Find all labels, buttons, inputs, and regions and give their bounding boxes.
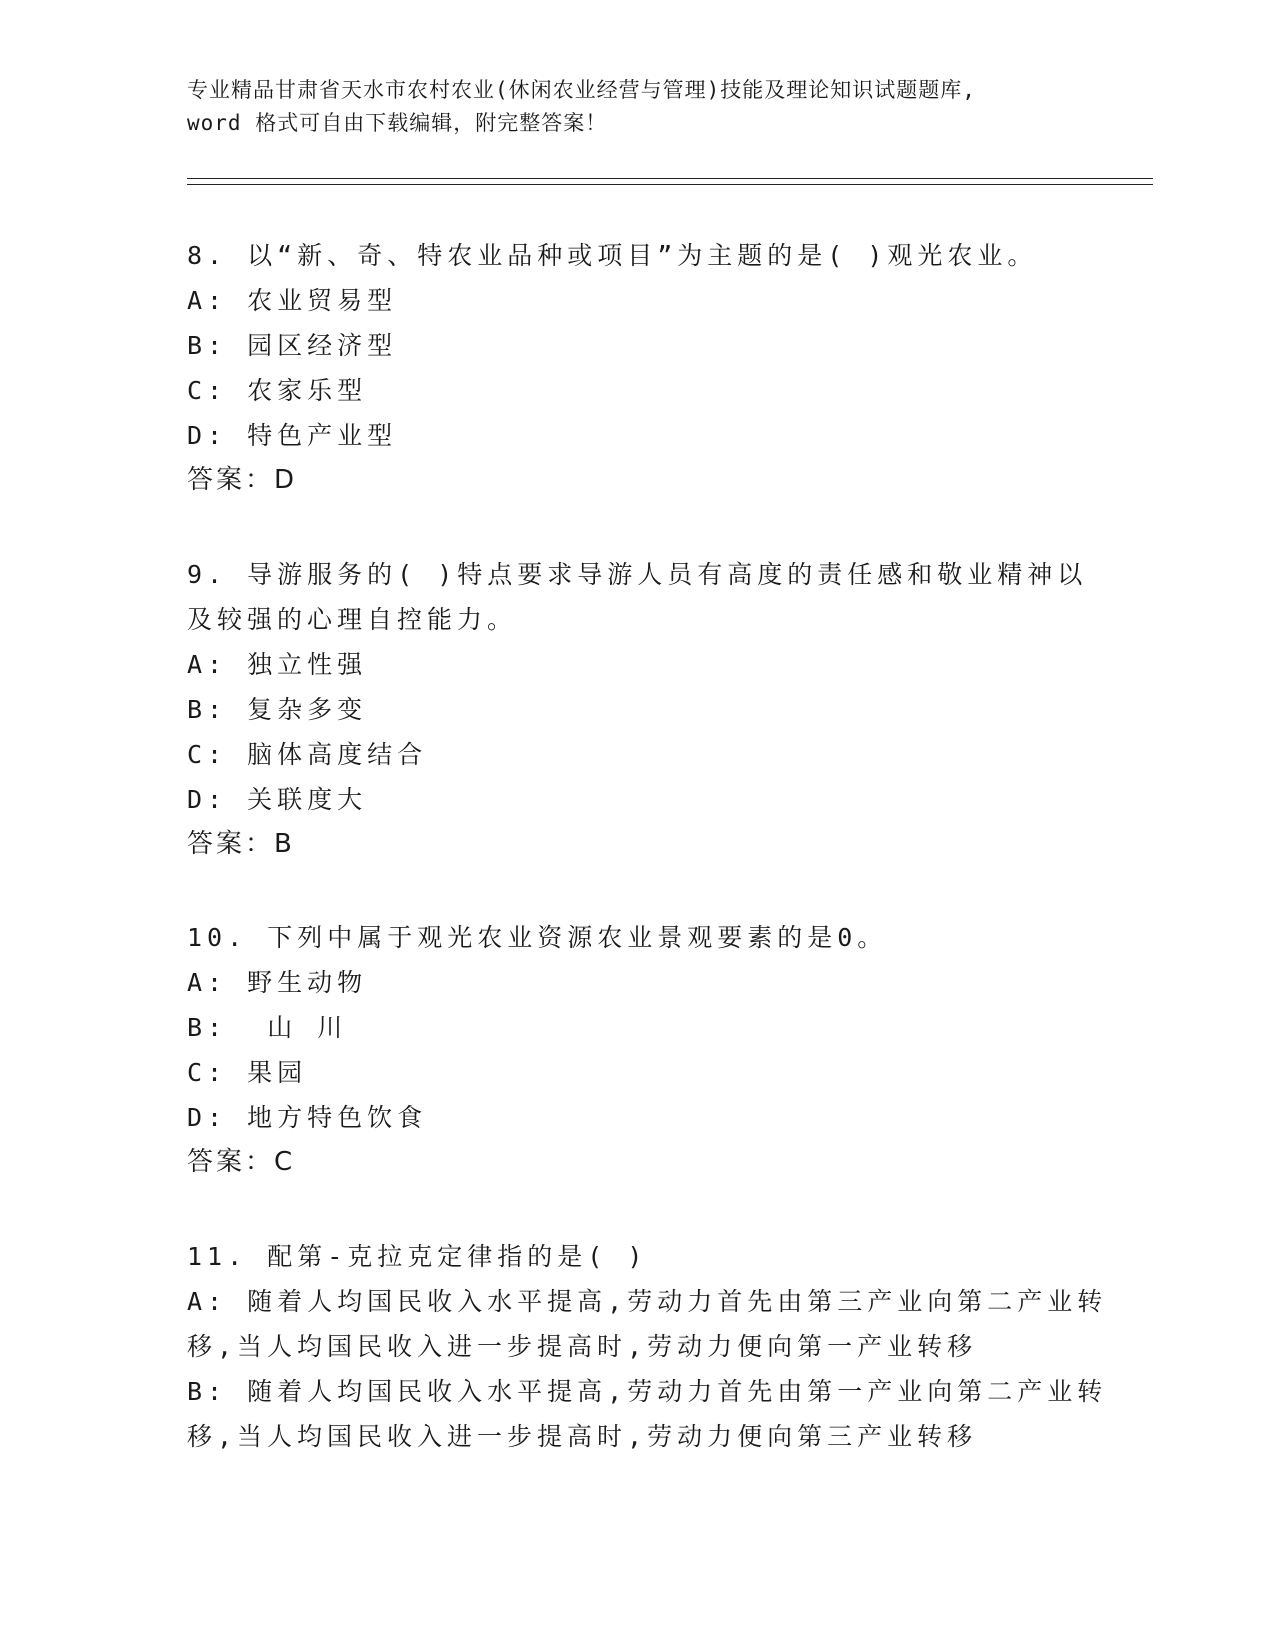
- option-a: A: 独立性强: [187, 650, 368, 679]
- option-c: C: 脑体高度结合: [187, 740, 428, 769]
- option-b: B: 山 川: [187, 1013, 348, 1042]
- answer-line: 答案：D: [187, 465, 298, 495]
- document-header: [187, 74, 1087, 140]
- question-stem: 11. 配第-克拉克定律指的是( ): [187, 1242, 648, 1271]
- question-10: [187, 915, 1087, 1185]
- option-a: A: 农业贸易型: [187, 286, 398, 315]
- option-b: B: 复杂多变: [187, 695, 368, 724]
- option-b: B: 园区经济型: [187, 331, 398, 360]
- answer-line: 答案：C: [187, 1147, 296, 1177]
- question-stem: 10. 下列中属于观光农业资源农业景观要素的是0。: [187, 923, 888, 952]
- question-stem: 9. 导游服务的( )特点要求导游人员有高度的责任感和敬业精神以: [187, 560, 1088, 589]
- option-d: D: 关联度大: [187, 785, 368, 814]
- header-rule-top: [187, 178, 1153, 179]
- option-d: D: 特色产业型: [187, 421, 398, 450]
- option-c: C: 农家乐型: [187, 376, 368, 405]
- header-title-line-1: 专业精品甘肃省天水市农村农业(休闲农业经营与管理)技能及理论知识试题题库,: [187, 78, 976, 102]
- option-a: A: 野生动物: [187, 968, 368, 997]
- option-b-continued: 移,当人均国民收入进一步提高时,劳动力便向第三产业转移: [187, 1422, 978, 1451]
- header-title-line-2: word 格式可自由下载编辑，附完整答案！: [187, 111, 608, 135]
- question-11: [187, 1234, 1108, 1459]
- question-8: [187, 233, 1087, 503]
- answer-line: 答案：B: [187, 829, 295, 859]
- option-b: B: 随着人均国民收入水平提高,劳动力首先由第一产业向第二产业转: [187, 1377, 1108, 1406]
- question-stem-continued: 及较强的心理自控能力。: [187, 605, 518, 634]
- question-stem: 8. 以“新、奇、特农业品种或项目”为主题的是( )观光农业。: [187, 241, 1038, 270]
- option-d: D: 地方特色饮食: [187, 1103, 428, 1132]
- header-rule-bottom: [187, 184, 1153, 185]
- question-9: [187, 552, 1087, 867]
- option-a: A: 随着人均国民收入水平提高,劳动力首先由第三产业向第二产业转: [187, 1287, 1108, 1316]
- option-c: C: 果园: [187, 1058, 308, 1087]
- option-a-continued: 移,当人均国民收入进一步提高时,劳动力便向第一产业转移: [187, 1332, 978, 1361]
